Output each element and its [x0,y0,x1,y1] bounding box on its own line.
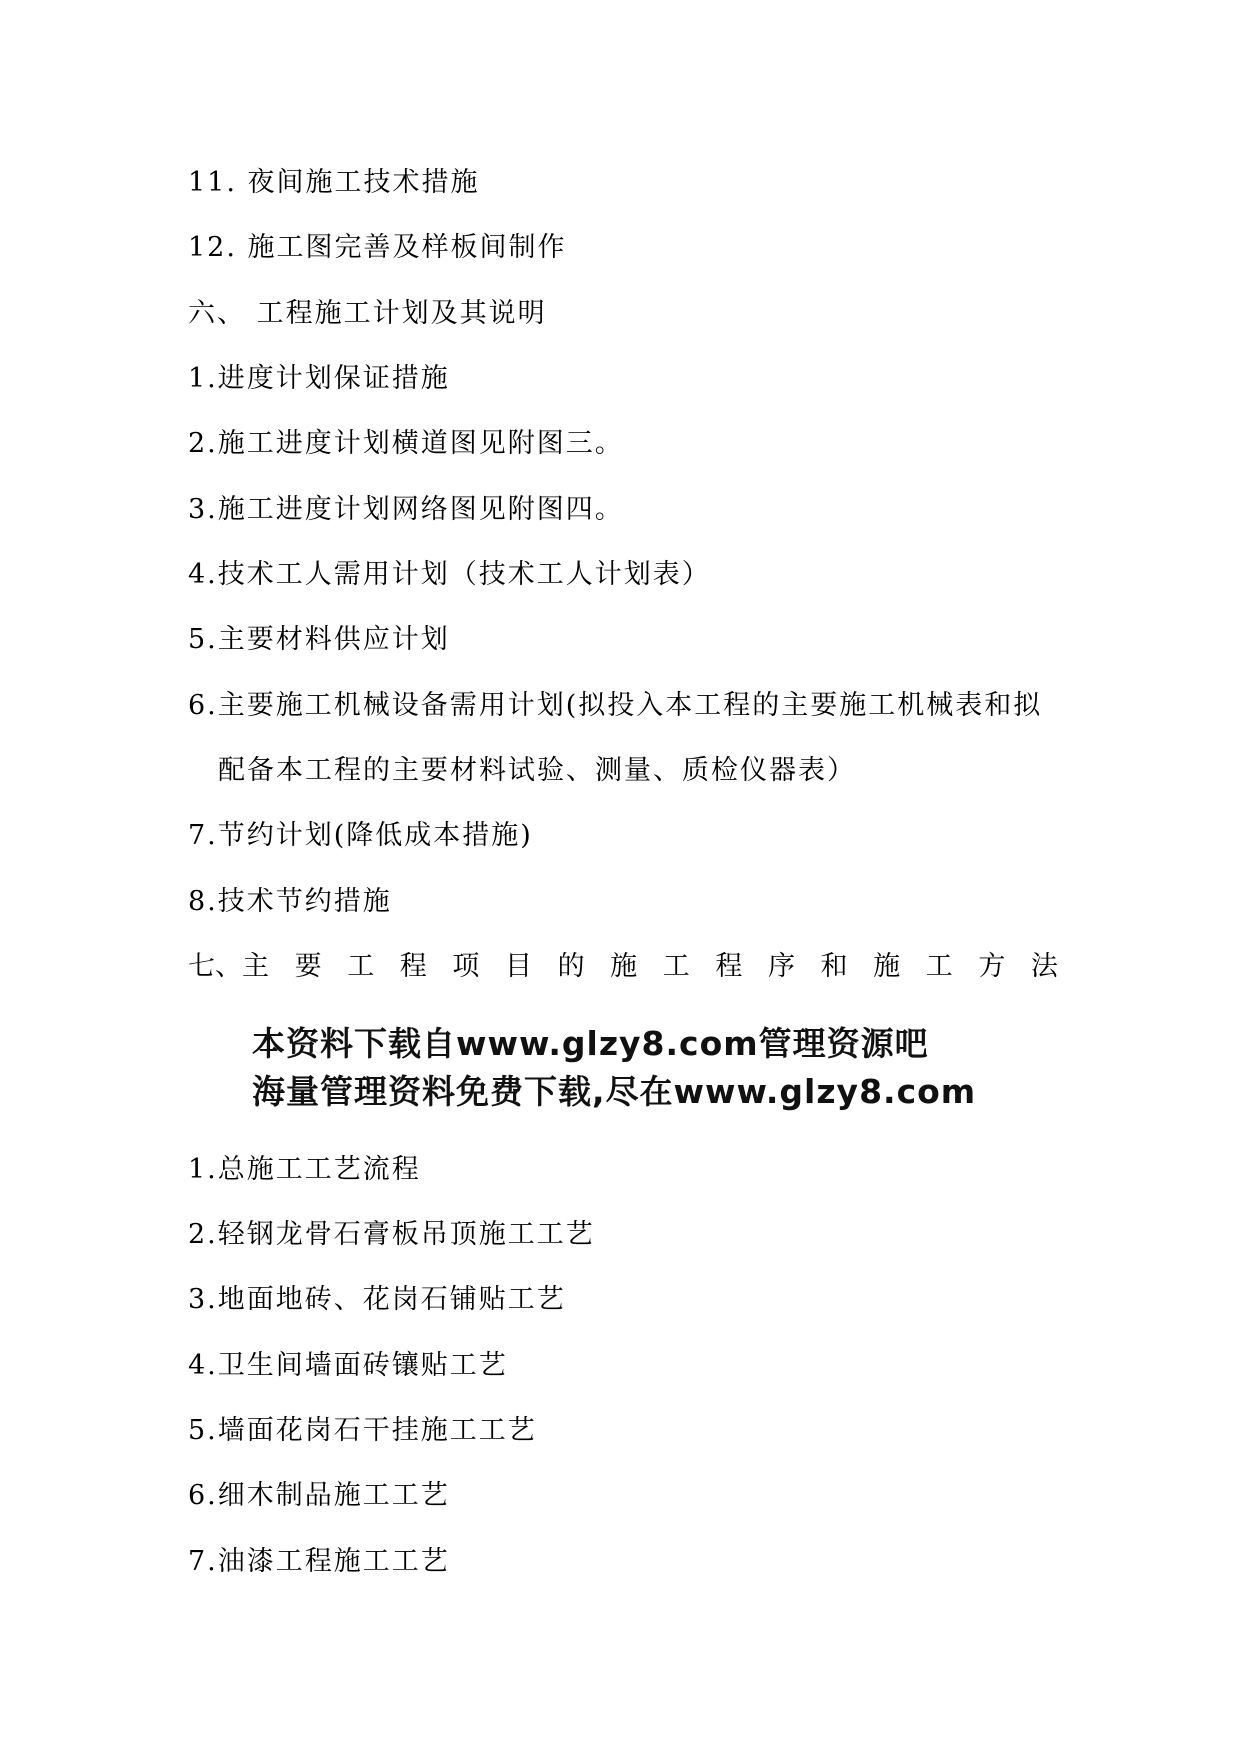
list-item: 3.施工进度计划网络图见附图四。 [188,494,624,525]
list-item: 5.主要材料供应计划 [188,624,450,655]
heading-char: 施 [610,951,638,982]
heading-char: 方 [978,951,1006,982]
heading-char: 法 [1030,951,1058,982]
heading-char: 工 [662,951,690,982]
heading-char: 程 [715,951,743,982]
heading-char: 和 [820,951,848,982]
heading-char: 目 [504,951,532,982]
list-item: 12. 施工图完善及样板间制作 [188,232,567,263]
list-item: 7.节约计划(降低成本措施) [188,820,533,851]
list-item-continuation: 配备本工程的主要材料试验、测量、质检仪器表） [218,755,856,786]
list-item: 8.技术节约措施 [188,886,392,917]
heading-char: 工 [925,951,953,982]
list-item: 6.细木制品施工工艺 [188,1480,450,1511]
list-item: 4.卫生间墙面砖镶贴工艺 [188,1350,508,1381]
heading-char: 施 [873,951,901,982]
list-item: 7.油漆工程施工工艺 [188,1546,450,1577]
section-heading [188,949,1058,985]
list-item: 2.轻钢龙骨石膏板吊顶施工工艺 [188,1219,595,1250]
heading-char: 序 [767,951,795,982]
list-item: 3.地面地砖、花岗石铺贴工艺 [188,1284,566,1315]
list-item: 6.主要施工机械设备需用计划(拟投入本工程的主要施工机械表和拟 [188,690,1043,721]
list-item: 5.墙面花岗石干挂施工工艺 [188,1415,537,1446]
heading-char: 项 [452,951,480,982]
list-item: 1.总施工工艺流程 [188,1154,421,1185]
heading-char: 程 [399,951,427,982]
heading-char: 工 [347,951,375,982]
watermark-banner-line2: 海量管理资料免费下载,尽在www.glzy8.com [252,1072,977,1111]
heading-char: 要 [294,951,322,982]
watermark-banner-line1: 本资料下载自www.glzy8.com管理资源吧 [252,1024,929,1063]
heading-char: 的 [557,951,585,982]
heading-char: 七、主 [188,951,269,982]
list-item: 2.施工进度计划横道图见附图三。 [188,428,624,459]
list-item: 11. 夜间施工技术措施 [188,167,480,198]
list-item: 4.技术工人需用计划（技术工人计划表） [188,559,711,590]
list-item: 1.进度计划保证措施 [188,363,450,394]
section-heading: 六、 工程施工计划及其说明 [188,298,547,329]
